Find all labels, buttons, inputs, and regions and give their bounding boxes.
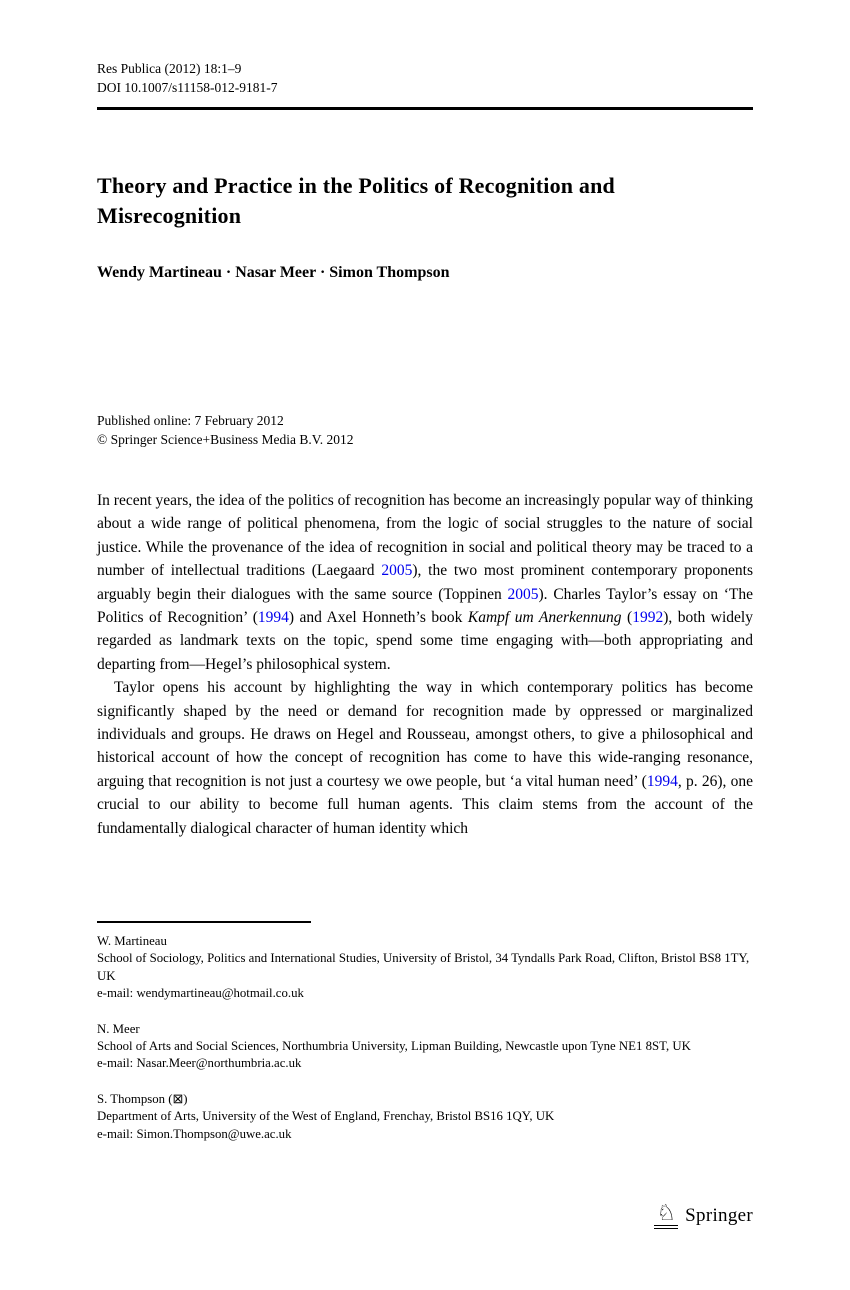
footnote-author-name: N. Meer xyxy=(97,1021,140,1036)
body-paragraph xyxy=(97,676,753,840)
footnote-author-2 xyxy=(97,1021,753,1073)
footnote-divider xyxy=(97,921,311,923)
text-run: ) and Axel Honneth’s book xyxy=(288,609,468,627)
header-divider xyxy=(97,107,753,110)
author-footnotes xyxy=(97,933,753,1161)
footnote-affiliation: School of Arts and Social Sciences, Northumbria University, Lipman Building, Newcastle upon Tyne NE1 8ST, UK xyxy=(97,1039,691,1054)
springer-wordmark: Springer xyxy=(685,1204,753,1226)
publication-info xyxy=(97,412,353,449)
copyright-notice: © Springer Science+Business Media B.V. 2012 xyxy=(97,431,354,447)
journal-header xyxy=(97,60,277,97)
footnote-email[interactable]: e-mail: Nasar.Meer@northumbria.ac.uk xyxy=(97,1056,302,1071)
text-run: In recent years, the idea of the politics of recognition has become an increasingly popular way of thinking about a wide range of political phenomena, from the logic of social struggles to the nature of social justice. While the provenance of the idea of recognition in social and political theory may be traced to a number of intellectual traditions (Laegaard xyxy=(97,492,753,580)
springer-horse-icon: ♘ xyxy=(654,1202,678,1229)
doi: DOI 10.1007/s11158-012-9181-7 xyxy=(97,79,278,95)
citation-link[interactable]: 2005 xyxy=(507,585,539,603)
footnote-email[interactable]: e-mail: wendymartineau@hotmail.co.uk xyxy=(97,986,304,1001)
footnote-author-name: S. Thompson (⊠) xyxy=(97,1091,188,1106)
citation-link[interactable]: 1992 xyxy=(632,609,664,627)
text-run: ), both widely regarded as landmark texts on the topic, spend some time engaging with—both appropriating and departing from—Hegel’s philosophical system. xyxy=(97,609,753,673)
citation-link[interactable]: 1994 xyxy=(257,609,289,627)
text-run: ). Charles Taylor’s essay on ‘The Politics of Recognition’ ( xyxy=(97,585,753,627)
citation-link[interactable]: 1994 xyxy=(646,772,678,790)
footnote-affiliation: School of Sociology, Politics and International Studies, University of Bristol, 34 Tyndalls Park Road, Clifton, Bristol BS8 1TY, UK xyxy=(97,951,750,983)
footnote-author-3 xyxy=(97,1091,753,1143)
springer-logo xyxy=(654,1202,753,1229)
author-list: Wendy Martineau · Nasar Meer · Simon Thompson xyxy=(97,264,450,281)
footnote-author-name: W. Martineau xyxy=(97,934,167,948)
footnote-affiliation: Department of Arts, University of the West of England, Frenchay, Bristol BS16 1QY, UK xyxy=(97,1109,555,1124)
book-title-italic: Kampf um Anerkennung xyxy=(467,609,622,627)
text-run: ( xyxy=(621,609,633,627)
citation-link[interactable]: 2005 xyxy=(381,562,413,580)
text-run: , p. 26), one crucial to our ability to become full human agents. This claim stems from the account of the fundamentally dialogical character of human identity which xyxy=(97,772,753,837)
journal-citation: Res Publica (2012) 18:1–9 xyxy=(97,61,242,76)
published-online-date: Published online: 7 February 2012 xyxy=(97,413,284,428)
page-title: Theory and Practice in the Politics of Recognition and Misrecognition xyxy=(97,173,615,228)
text-run: Taylor opens his account by highlighting the way in which contemporary politics has become significantly shaped by the need or demand for recognition made by oppressed or marginalized individuals and groups. He draws on Hegel and Rousseau, amongst others, to give a philosophical and historical account of how the concept of recognition has come to have this wide-ranging resonance, arguing that recognition is not just a courtesy we owe people, but ‘a vital human need’ ( xyxy=(97,679,753,790)
footnote-author-1 xyxy=(97,933,753,1003)
body-paragraph xyxy=(97,489,753,676)
article-body xyxy=(97,489,753,840)
text-run: ), the two most prominent contemporary proponents arguably begin their dialogues with the same source (Toppinen xyxy=(97,562,753,603)
footnote-email[interactable]: e-mail: Simon.Thompson@uwe.ac.uk xyxy=(97,1126,292,1141)
